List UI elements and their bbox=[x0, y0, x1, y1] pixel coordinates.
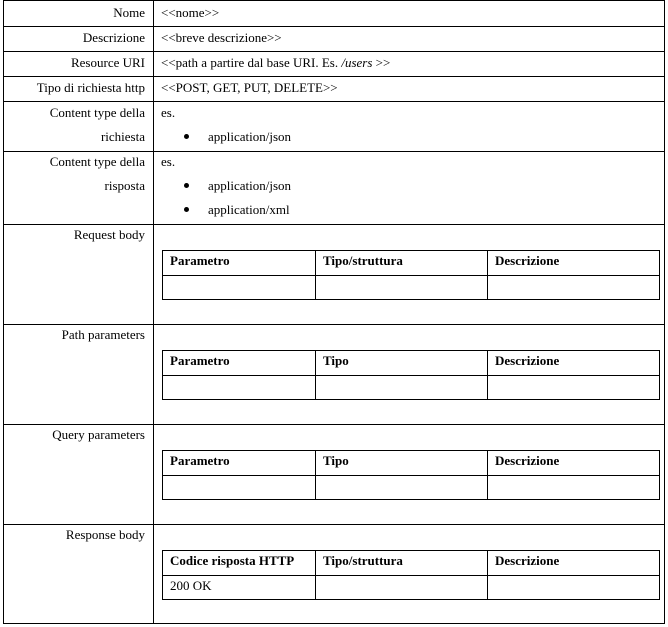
descrizione-value: <<breve descrizione>> bbox=[161, 30, 282, 45]
table-cell bbox=[488, 476, 660, 500]
request-body-label: Request body bbox=[73, 227, 145, 242]
nome-label: Nome bbox=[113, 5, 145, 20]
api-spec-table bbox=[3, 0, 665, 624]
table-cell bbox=[316, 276, 488, 300]
header-cell: Tipo/struttura bbox=[316, 251, 488, 276]
header-cell: Parametro bbox=[163, 451, 316, 476]
resource-uri-label: Resource URI bbox=[70, 55, 145, 70]
content-type-risposta-intro: es. bbox=[161, 154, 176, 169]
table-row bbox=[163, 476, 660, 500]
tipo-richiesta-value: <<POST, GET, PUT, DELETE>> bbox=[161, 80, 338, 95]
content-type-richiesta-item: application/json bbox=[208, 129, 292, 144]
table-cell bbox=[316, 376, 488, 400]
table-cell bbox=[163, 476, 316, 500]
resource-uri-prefix: <<path a partire dal base URI. Es. bbox=[161, 55, 342, 70]
table-cell bbox=[488, 276, 660, 300]
header-cell: Descrizione bbox=[488, 351, 660, 376]
table-cell: 200 OK bbox=[163, 576, 316, 600]
content-type-richiesta-label-1: Content type della bbox=[49, 105, 145, 120]
header-cell: Descrizione bbox=[488, 251, 660, 276]
table-cell bbox=[316, 476, 488, 500]
content-type-risposta-item: application/json bbox=[208, 178, 292, 193]
table-cell bbox=[488, 376, 660, 400]
table-row bbox=[163, 376, 660, 400]
bullet-icon bbox=[184, 134, 189, 139]
header-cell: Descrizione bbox=[488, 451, 660, 476]
header-cell: Tipo bbox=[316, 451, 488, 476]
query-parameters-label: Query parameters bbox=[52, 427, 145, 442]
request-body-table bbox=[162, 250, 660, 300]
resource-uri-suffix: >> bbox=[372, 55, 391, 70]
resource-uri-example: /users bbox=[341, 55, 373, 70]
table-cell bbox=[316, 576, 488, 600]
path-parameters-table bbox=[162, 350, 660, 400]
resource-uri-value bbox=[161, 51, 390, 75]
content-type-risposta-item: application/xml bbox=[208, 202, 290, 217]
header-cell: Parametro bbox=[163, 351, 316, 376]
content-type-richiesta-intro: es. bbox=[161, 105, 176, 120]
path-parameters-label: Path parameters bbox=[61, 327, 145, 342]
bullet-icon bbox=[184, 183, 189, 188]
descrizione-label: Descrizione bbox=[82, 30, 145, 45]
table-row bbox=[163, 576, 660, 600]
table-cell bbox=[488, 576, 660, 600]
table-row bbox=[163, 276, 660, 300]
header-cell: Parametro bbox=[163, 251, 316, 276]
content-type-risposta-label-1: Content type della bbox=[49, 154, 145, 169]
table-cell bbox=[163, 276, 316, 300]
table-cell bbox=[163, 376, 316, 400]
response-body-label: Response body bbox=[65, 527, 145, 542]
content-type-richiesta-label-2: richiesta bbox=[100, 129, 145, 144]
column-divider bbox=[153, 1, 154, 623]
header-cell: Codice risposta HTTP bbox=[163, 551, 316, 576]
response-body-table bbox=[162, 550, 660, 600]
content-type-risposta-label-2: risposta bbox=[104, 178, 145, 193]
bullet-icon bbox=[184, 207, 189, 212]
query-parameters-table bbox=[162, 450, 660, 500]
tipo-richiesta-label: Tipo di richiesta http bbox=[36, 80, 145, 95]
nome-value: <<nome>> bbox=[161, 5, 220, 20]
header-cell: Tipo/struttura bbox=[316, 551, 488, 576]
header-cell: Descrizione bbox=[488, 551, 660, 576]
header-cell: Tipo bbox=[316, 351, 488, 376]
